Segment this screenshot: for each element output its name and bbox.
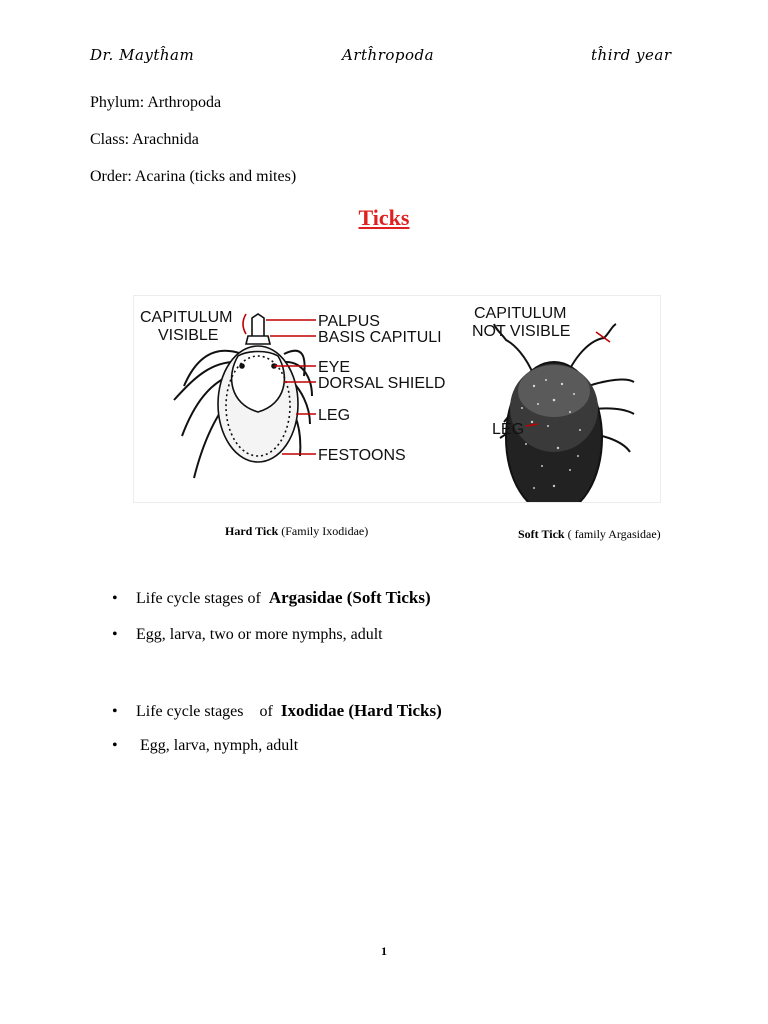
class-line: Class: Arachnida <box>90 131 199 148</box>
label-not-visible: NOT VISIBLE <box>472 323 571 340</box>
bullet-emphasis: Argasidae (Soft Ticks) <box>268 588 431 607</box>
label-visible: VISIBLE <box>158 327 219 344</box>
label-soft-capitulum: CAPITULUM <box>474 305 567 322</box>
label-dorsal-shield: DORSAL SHIELD <box>318 375 446 392</box>
label-soft-leg: LEG <box>492 421 525 438</box>
label-basis-capituli: BASIS CAPITULI <box>318 329 442 346</box>
tick-diagram <box>134 296 660 502</box>
soft-tick-caption-bold: Soft Tick <box>518 527 565 541</box>
bullet-symbol: • <box>112 737 118 754</box>
page-number: 1 <box>381 944 387 958</box>
bullet-text: Egg, larva, two or more nymphs, adult <box>136 626 383 643</box>
tick-figure <box>133 295 661 503</box>
header-year: tĥird year <box>591 46 672 64</box>
bullet-text: Life cycle stages of <box>136 703 273 720</box>
label-leg: LEG <box>318 407 351 424</box>
label-festoons: FESTOONS <box>318 447 406 464</box>
bullet-item <box>112 701 442 721</box>
soft-tick-caption <box>518 527 661 542</box>
page-title: Ticks <box>358 205 410 230</box>
order-line: Order: Acarina (ticks and mites) <box>90 168 297 185</box>
label-eye: EYE <box>318 359 351 376</box>
hard-tick-caption <box>225 524 368 539</box>
bullet-item <box>112 626 383 644</box>
soft-tick-drawing <box>494 324 634 502</box>
bullet-text: Egg, larva, nymph, adult <box>136 737 299 754</box>
phylum-line: Phylum: Arthropoda <box>90 94 222 111</box>
soft-tick-caption-rest: ( family Argasidae) <box>564 527 661 541</box>
bullet-item <box>112 737 298 755</box>
header-subject: Artĥropoda <box>342 46 435 64</box>
bullet-emphasis: Ixodidae (Hard Ticks) <box>280 701 442 720</box>
bullet-symbol: • <box>112 703 118 720</box>
label-capitulum: CAPITULUM <box>140 309 233 326</box>
bullet-text: Life cycle stages of <box>136 590 261 607</box>
header-author: Dr. Maytĥam <box>90 46 195 64</box>
label-palpus: PALPUS <box>318 313 380 330</box>
bullet-symbol: • <box>112 626 118 643</box>
bullet-item <box>112 588 431 608</box>
hard-tick-caption-rest: (Family Ixodidae) <box>278 524 369 538</box>
bullet-symbol: • <box>112 590 118 607</box>
hard-tick-caption-bold: Hard Tick <box>225 524 279 538</box>
